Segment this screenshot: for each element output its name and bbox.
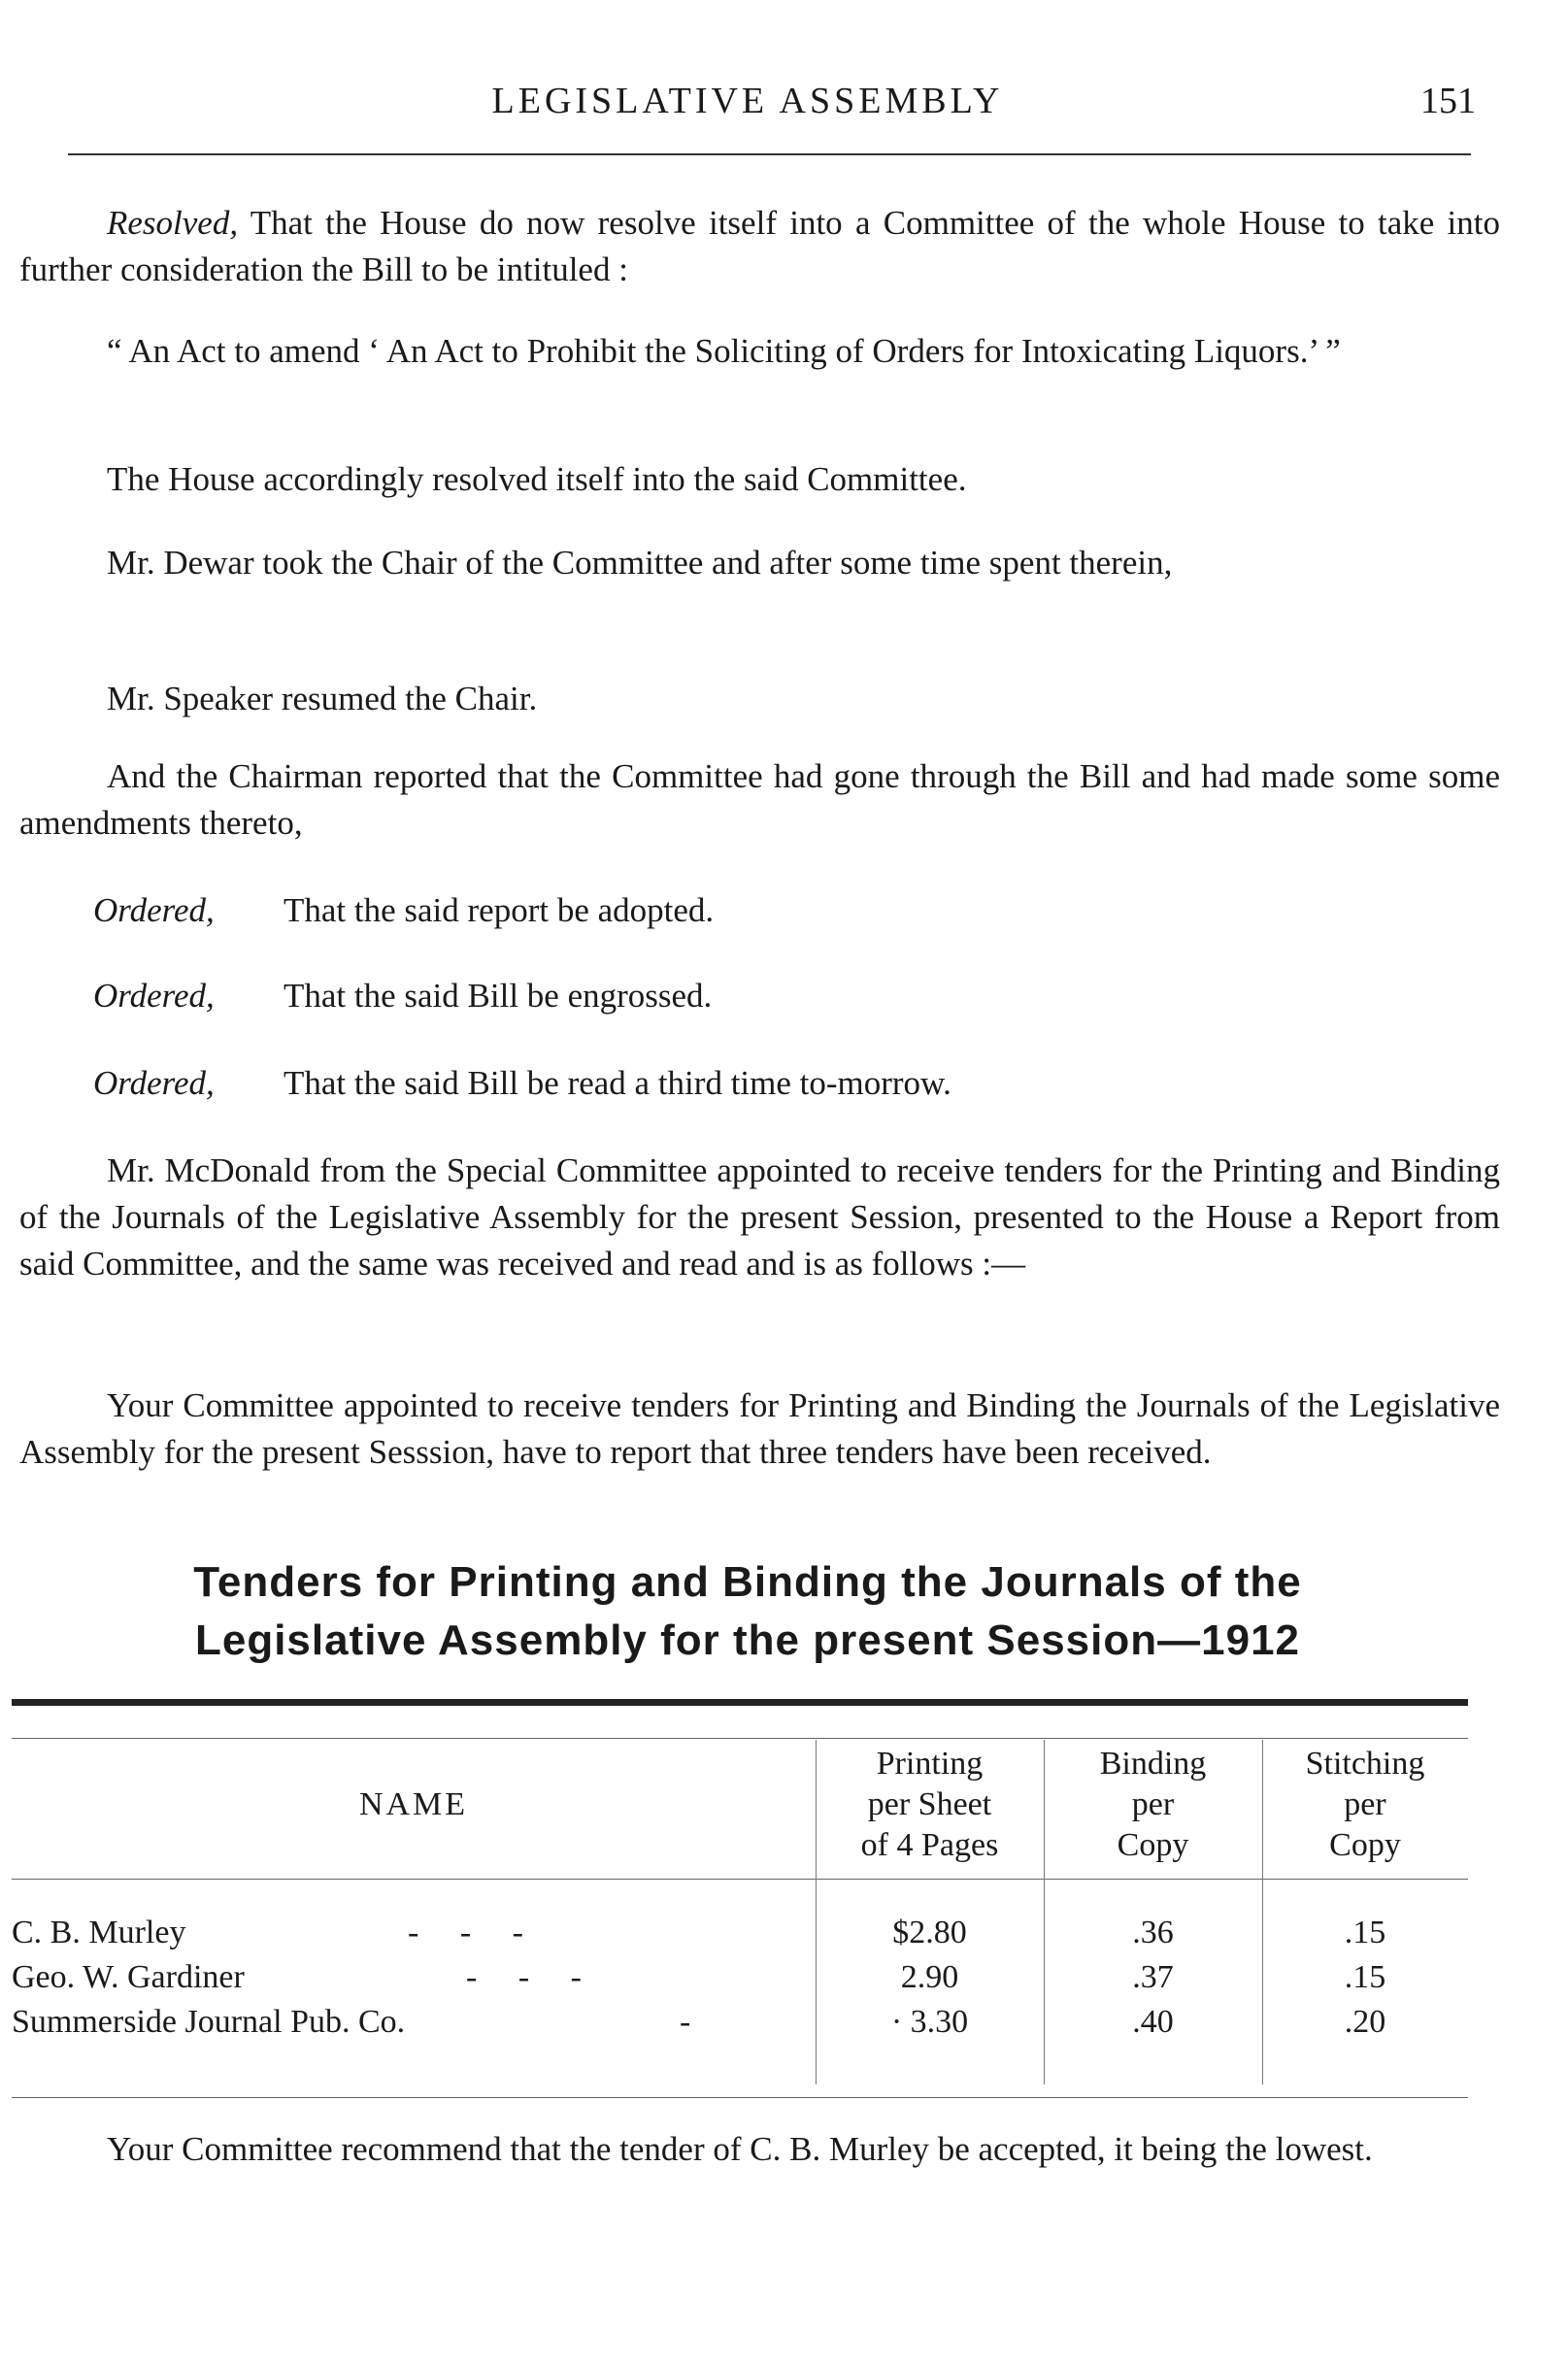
mcdonald-paragraph: Mr. McDonald from the Special Committee appointed to receive tenders for the Printing and Binding of the Journals of the Legislative Assembly for the present Session, presented to the House a Report from said Committee, and the same was received and read and is as follows :—	[19, 1151, 1500, 1283]
printing-price: $2.80	[892, 1915, 967, 1950]
column-header-binding	[1044, 1744, 1262, 1866]
binding-price: .36	[1132, 1915, 1174, 1950]
binding-price: .40	[1132, 2004, 1174, 2040]
leader-dashes: - - -	[466, 1959, 582, 1995]
column-header-printing	[816, 1744, 1044, 1866]
printing-price: · 3.30	[890, 2004, 969, 2040]
table-bottom-rule	[12, 2097, 1468, 2098]
tender-name: C. B. Murley	[12, 1915, 186, 1950]
ordered-word: Ordered,	[93, 1064, 215, 1102]
ordered-word: Ordered,	[93, 891, 215, 929]
resolved-word: Resolved,	[107, 204, 239, 242]
section-title-line-1: Tenders for Printing and Binding the Journals of the	[193, 1558, 1302, 1606]
tender-name: Geo. W. Gardiner	[12, 1959, 245, 1995]
header-line: Stitching	[1305, 1746, 1425, 1782]
header-line: Copy	[1329, 1827, 1401, 1863]
order-text: That the said Bill be read a third time to-morrow.	[284, 1064, 951, 1102]
recommendation-paragraph: Your Committee recommend that the tender of C. B. Murley be accepted, it being the lowest.	[107, 2130, 1373, 2168]
header-line: per	[1131, 1786, 1175, 1822]
order-text: That the said report be adopted.	[284, 891, 715, 929]
order-line	[93, 973, 712, 1019]
tender-name: Summerside Journal Pub. Co.	[12, 2004, 406, 2040]
table-top-rule	[12, 1699, 1468, 1706]
running-head-title: LEGISLATIVE ASSEMBLY	[491, 81, 1004, 121]
order-line	[93, 1060, 951, 1107]
stitching-price: .15	[1344, 1959, 1386, 1995]
header-line: Binding	[1099, 1746, 1207, 1782]
binding-price: .37	[1132, 1959, 1174, 1995]
header-line: Printing	[876, 1746, 984, 1782]
column-header-stitching	[1262, 1744, 1468, 1866]
chairman-paragraph: And the Chairman reported that the Committee had gone through the Bill and had made some some amendments thereto,	[19, 757, 1500, 842]
column-header-name: NAME	[358, 1786, 469, 1822]
committee-report-paragraph: Your Committee appointed to receive tenders for Printing and Binding the Journals of the Legislative Assembly for the present Sesssion, have to report that three tenders have been received.	[19, 1386, 1500, 1471]
resolved-paragraph	[19, 200, 1500, 293]
order-text: That the said Bill be engrossed.	[284, 977, 713, 1015]
bill-title-paragraph: “ An Act to amend ‘ An Act to Prohibit the Soliciting of Orders for Intoxicating Liquors.’ ”	[107, 332, 1341, 370]
header-line: per Sheet	[867, 1786, 992, 1822]
resolved-text: That the House do now resolve itself into a Committee of the whole House to take into further consideration the Bill to be intituled :	[19, 204, 1500, 288]
printing-price: 2.90	[900, 1959, 959, 1995]
table-header-top-rule	[12, 1738, 1468, 1739]
ordered-word: Ordered,	[93, 977, 215, 1015]
running-head	[0, 76, 1495, 124]
section-title-line-2: Legislative Assembly for the present Session—1912	[194, 1616, 1301, 1664]
order-line	[93, 887, 714, 934]
stitching-price: .20	[1344, 2004, 1386, 2040]
header-line: of 4 Pages	[860, 1827, 999, 1863]
header-line: Copy	[1117, 1827, 1189, 1863]
leader-dashes: - - -	[408, 1915, 523, 1950]
table-header-bottom-rule	[12, 1879, 1468, 1880]
stitching-price: .15	[1344, 1915, 1386, 1950]
page-number: 151	[1420, 81, 1476, 121]
house-resolved-paragraph: The House accordingly resolved itself into the said Committee.	[107, 460, 967, 498]
speaker-paragraph: Mr. Speaker resumed the Chair.	[107, 680, 538, 717]
leader-dashes: -	[680, 2004, 691, 2040]
header-line: per	[1344, 1786, 1386, 1822]
tenders-section-title	[0, 1553, 1495, 1670]
header-rule	[68, 153, 1471, 155]
dewar-paragraph: Mr. Dewar took the Chair of the Committee and after some time spent therein,	[107, 544, 1173, 582]
